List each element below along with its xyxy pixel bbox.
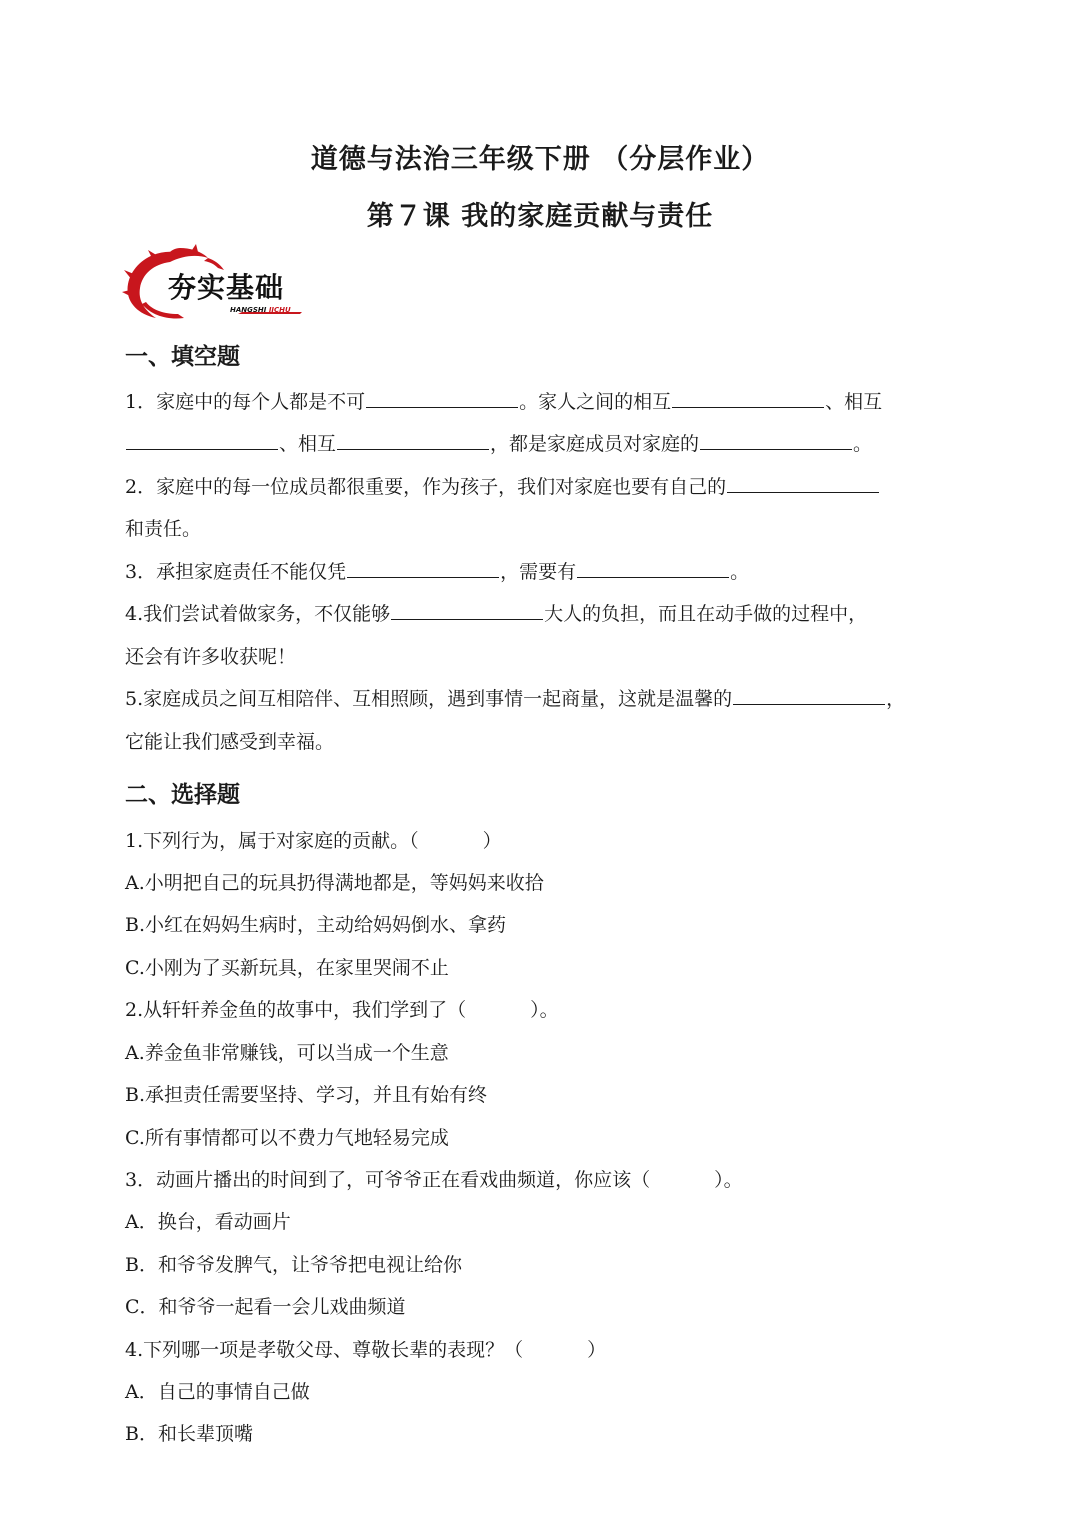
q4-blank-1[interactable] <box>391 601 543 620</box>
q1-blank-1[interactable] <box>366 389 518 408</box>
mc-q1-stem-a: 1.下列行为，属于对家庭的贡献。（ <box>125 830 419 852</box>
q3-text-a: 3．承担家庭责任不能仅凭 <box>125 561 347 583</box>
q3-text-b: ，需要有 <box>500 561 577 583</box>
mc-q1-option-b: B.小红在妈妈生病时，主动给妈妈倒水、拿药 <box>125 914 507 936</box>
mc-q3-option-b: B．和爷爷发脾气，让爷爷把电视让给你 <box>125 1254 462 1276</box>
q1-blank-4[interactable] <box>337 431 489 450</box>
logo-main-text: 夯实基础 <box>168 271 285 304</box>
page-title: 道德与法治三年级下册 （分层作业） <box>310 144 770 175</box>
q3-line <box>125 559 749 585</box>
q1-text-c: 、相互 <box>825 391 883 413</box>
mc-q3-stem <box>125 1167 743 1193</box>
logo-sub-text-red: JICHU <box>268 306 291 314</box>
hangshi-jichu-logo <box>122 244 307 322</box>
mc-q3-option-c: C．和爷爷一起看一会儿戏曲频道 <box>125 1296 406 1318</box>
mc-q4-stem-a: 4.下列哪一项是孝敬父母、尊敬长辈的表现？（ <box>125 1339 524 1361</box>
q2-line-2: 和责任。 <box>125 518 202 540</box>
mc-q1-option-c: C.小刚为了买新玩具，在家里哭闹不止 <box>125 957 449 979</box>
q3-text-c: 。 <box>730 561 750 583</box>
q1-line-2 <box>125 431 872 457</box>
mc-q2-option-a: A.养金鱼非常赚钱，可以当成一个生意 <box>125 1042 449 1064</box>
q1-text-f: 。 <box>853 433 873 455</box>
mc-q1-option-a: A.小明把自己的玩具扔得满地都是，等妈妈来收拾 <box>125 872 544 894</box>
q1-line-1 <box>125 389 882 415</box>
q4-text-b: 大人的负担，而且在动手做的过程中， <box>544 603 868 625</box>
q4-text-a: 4.我们尝试着做家务，不仅能够 <box>125 603 391 625</box>
q2-text-a: 2．家庭中的每一位成员都很重要，作为孩子，我们对家庭也要有自己的 <box>125 476 727 498</box>
logo-sub-text-black: HANGSHI <box>230 306 269 314</box>
mc-q4-option-a: A．自己的事情自己做 <box>125 1381 310 1403</box>
section-multiple-choice-heading: 二、选择题 <box>125 782 240 808</box>
q2-blank-1[interactable] <box>727 474 879 493</box>
q2-line-1 <box>125 474 880 500</box>
section-fill-in-blank-heading: 一、填空题 <box>125 344 240 370</box>
logo-sub-text <box>230 306 291 314</box>
mc-q2-option-b: B.承担责任需要坚持、学习，并且有始有终 <box>125 1084 488 1106</box>
q3-blank-1[interactable] <box>347 559 499 578</box>
q1-text-d: 、相互 <box>279 433 337 455</box>
mc-q4-stem <box>125 1337 606 1363</box>
mc-q2-stem-a: 2.从轩轩养金鱼的故事中，我们学到了（ <box>125 999 467 1021</box>
mc-q4-stem-b: ） <box>587 1339 607 1361</box>
q1-blank-3[interactable] <box>126 431 278 450</box>
lesson-title: 第７课 我的家庭贡献与责任 <box>366 201 714 232</box>
q1-text-a: 1．家庭中的每个人都是不可 <box>125 391 366 413</box>
mc-q2-option-c: C.所有事情都可以不费力气地轻易完成 <box>125 1127 449 1149</box>
mc-q3-stem-b: ）。 <box>714 1169 743 1191</box>
q4-line-1 <box>125 601 867 627</box>
q5-text-b: ， <box>886 688 906 710</box>
mc-q3-stem-a: 3．动画片播出的时间到了，可爷爷正在看戏曲频道，你应该（ <box>125 1169 651 1191</box>
q1-blank-2[interactable] <box>672 389 824 408</box>
q1-blank-5[interactable] <box>700 431 852 450</box>
mc-q2-stem-b: ）。 <box>530 999 559 1021</box>
q5-line-2: 它能让我们感受到幸福。 <box>125 731 335 753</box>
q5-blank-1[interactable] <box>733 686 885 705</box>
mc-q1-stem <box>125 828 502 854</box>
q1-text-b: 。家人之间的相互 <box>519 391 672 413</box>
q3-blank-2[interactable] <box>577 559 729 578</box>
q1-text-e: ，都是家庭成员对家庭的 <box>490 433 700 455</box>
q4-line-2: 还会有许多收获呢！ <box>125 646 297 668</box>
mc-q1-stem-b: ） <box>482 830 502 852</box>
mc-q2-stem <box>125 997 559 1023</box>
q5-line-1 <box>125 686 905 712</box>
mc-q4-option-b: B．和长辈顶嘴 <box>125 1423 253 1445</box>
q5-text-a: 5.家庭成员之间互相陪伴、互相照顾，遇到事情一起商量，这就是温馨的 <box>125 688 733 710</box>
mc-q3-option-a: A．换台，看动画片 <box>125 1211 291 1233</box>
